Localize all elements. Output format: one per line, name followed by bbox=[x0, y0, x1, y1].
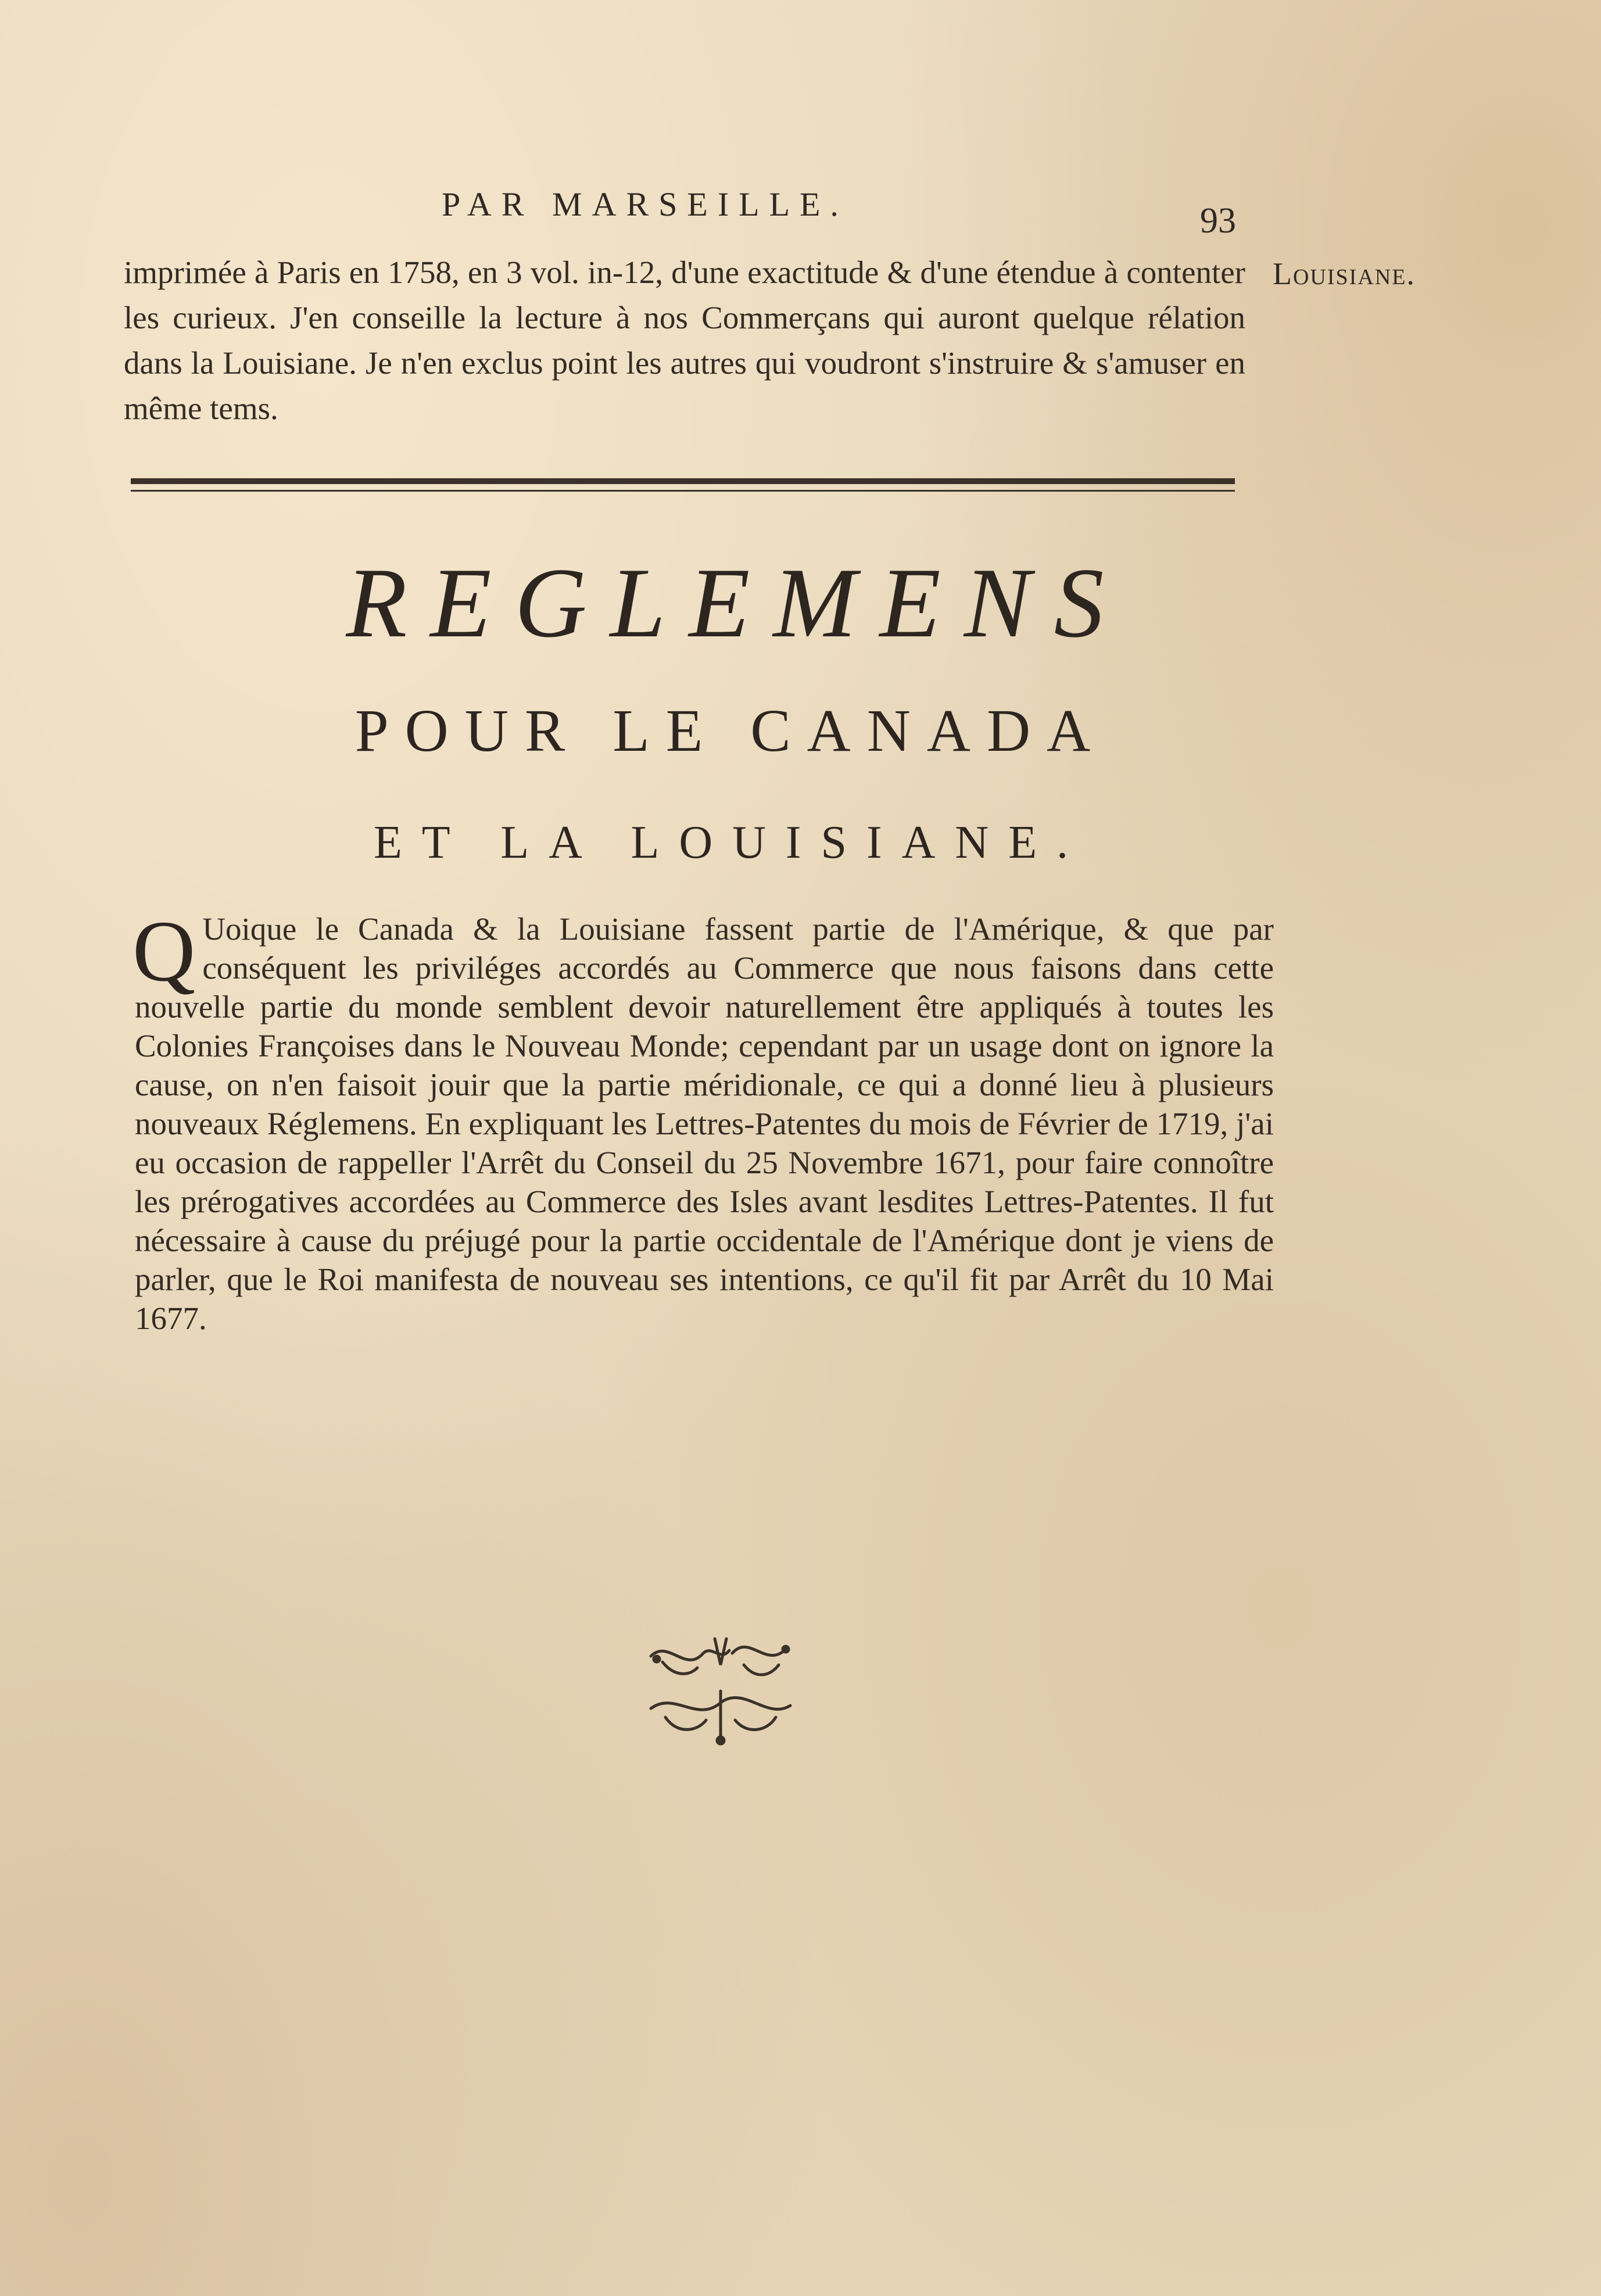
drop-cap: Q bbox=[132, 903, 196, 1000]
page-number: 93 bbox=[1200, 201, 1236, 241]
body-paragraph bbox=[132, 903, 1274, 1338]
intro-paragraph: imprimée à Paris en 1758, en 3 vol. in-12, d'une exactitude & d'une étendue à contenter les curieux. J'en conseille la lecture à nos Commerçans qui auront quelque rélation dans la Louisiane. Je n'en exclus point les autres qui voudront s'instruire & s'amuser en même tems. bbox=[124, 255, 1245, 426]
running-header: PAR MARSEILLE. bbox=[442, 185, 848, 223]
section-title: REGLEMENS bbox=[346, 548, 1127, 658]
section-subtitle-1: POUR LE CANADA bbox=[354, 697, 1107, 764]
margin-note: Louisiane. bbox=[1273, 256, 1416, 291]
section-subtitle-2: ET LA LOUISIANE. bbox=[373, 817, 1088, 868]
double-rule-top bbox=[131, 478, 1235, 484]
fleuron-icon bbox=[633, 1621, 808, 1755]
double-rule-bottom bbox=[131, 490, 1235, 492]
body-text: Uoique le Canada & la Louisiane fassent partie de l'Amérique, & que par conséquent les priviléges accordés au Commerce que nous faisons dans cette nouvelle partie du monde semblent devoir naturellement être appliqués à toutes les Colonies Françoises dans le Nouveau Monde; cependant par un usage dont on ignore la cause, on n'en faisoit jouir que la partie méridionale, ce qui a donné lieu à plusieurs nouveaux Réglemens. En expliquant les Lettres-Patentes du mois de Février de 1719, j'ai eu occasion de rappeller l'Arrêt du Conseil du 25 Novembre 1671, pour faire connoître les prérogatives accordées au Commerce des Isles avant lesdites Lettres-Patentes. Il fut nécessaire à cause du préjugé pour la partie occidentale de l'Amérique dont je viens de parler, que le Roi manifesta de nouveau ses intentions, ce qu'il fit par Arrêt du 10 Mai 1677. bbox=[135, 911, 1274, 1336]
